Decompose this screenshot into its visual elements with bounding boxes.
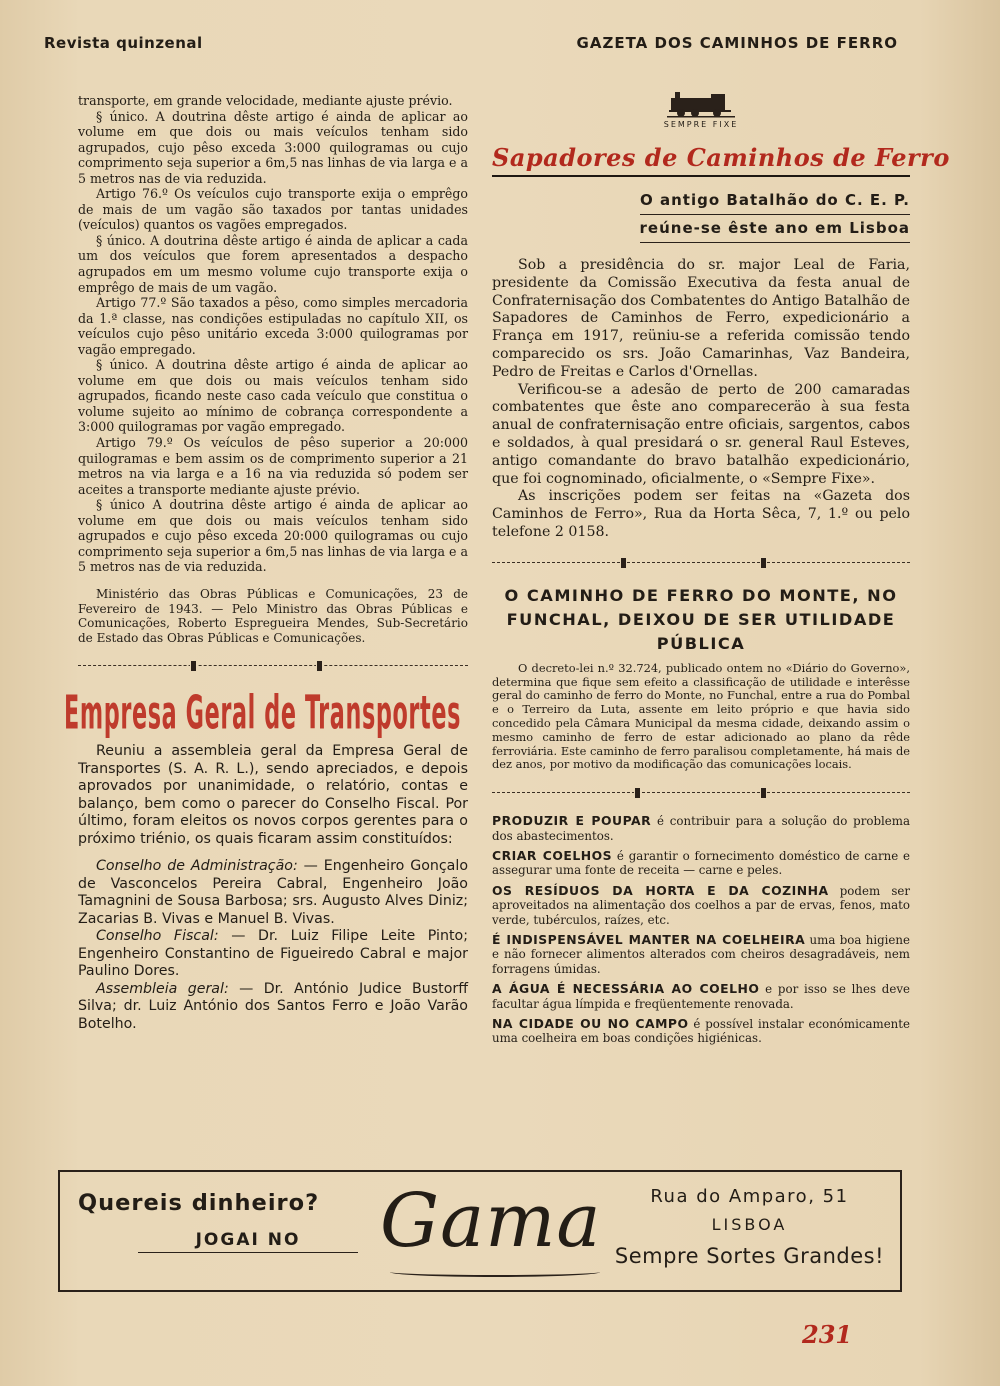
egt-admin [78,858,468,928]
article-paragraph: § único. A doutrina dêste artigo é ainda de aplicar a cada um dos veículos que forem apresentados a despacho agrupados em um mesmo volume cujo transporte exija o emprêgo de mais de um vagão. [78,232,468,295]
divider-mark [634,787,641,799]
gama-advertisement [58,1170,902,1292]
sapadores-paragraph: Verificou-se a adesão de perto de 200 camaradas combatentes que êste ano compareceräo à sua festa anual de confraternisação entre oficiais, sargentos, cabos e soldados, à qual presidará o sr. general Raul Esteves, antigo comandante do bravo batalhão expedicionário, que foi cognominado, oficialmente, o «Sempre Fixe». [492,381,910,487]
ministry-note: Ministério das Obras Públicas e Comunicações, 23 de Fevereiro de 1943. — Pelo Ministro das Obras Públicas e Comunicações, Roberto Espregueira Mendes, Sub-Secretário de Estado das Obras Públicas e Comunicações. [78,586,468,645]
divider-mark [760,787,767,799]
article-paragraph: § único A doutrina dêste artigo é ainda de aplicar ao volume em que dois ou mais veículos tenham sido agrupados e cujo pêso exceda 20:000 quilogramas ou cujo comprimento seja superior a 6m,5 nas linhas de via larga e a 5 metros nas de via reduzida. [78,497,469,575]
right-column [492,90,950,1052]
section-divider [78,659,468,673]
advert-right [615,1186,884,1268]
left-column [64,93,469,1033]
page-number: 231 [802,1320,853,1349]
egt-assembly-text: — Dr. António Judice Bustorff Silva; dr. Luiz António dos Santos Ferro e João Varão Botelho. [78,980,469,1032]
tip-heading: PRODUZIR E POUPAR [492,813,652,829]
tip-heading: NA CIDADE OU NO CAMPO [492,1016,689,1031]
section-divider [492,556,910,570]
egt-admin-label: Conselho de Administração: [96,858,298,875]
egt-title: Empresa Geral de Transportes [64,687,461,741]
article-paragraph: Artigo 77.º São taxados a pêso, como simples mercadoria da 1.ª classe, nas condições estipuladas no capítulo XII, os veículos cujo pêso unitário exceda 3:000 quilogramas por vagão empregado. [78,295,468,357]
tip-text: e por isso se lhes deve facultar água límpida e freqüentemente renovada. [492,982,910,1011]
brand-underline [390,1267,600,1277]
sapadores-subtitle-line2: reúne-se êste ano em Lisboa [640,215,910,243]
egt-fiscal-label: Conselho Fiscal: [96,928,219,945]
emblem-caption: SEMPRE FIXE [663,120,739,129]
monte-article [492,584,910,772]
locomotive-icon [667,90,735,118]
divider-mark [316,660,323,672]
divider-mark [620,557,627,569]
divider-mark [190,660,197,672]
advert-brand: Gama [380,1178,602,1264]
tip-heading: OS RESÍDUOS DA HORTA E DA COZINHA [492,882,829,898]
monte-paragraph: O decreto-lei n.º 32.724, publicado ontem no «Diário do Governo», determina que fique sem efeito a classificação de utilidade e interêsse geral do caminho de ferro do Monte, no Funchal, entre a rua do Pombal e o Terreiro da Luta, assente em leito próprio e que havia sido concedido pela Câmara Municipal da mesma cidade, deixando assim o mesmo caminho de ferro de estar adicionado ao plano da rêde ferroviária. Este caminho de ferro paralisou completamente, há mais de dez anos, por motivo da modificação das comunicações locais. [492,660,910,772]
tip-text: é contribuir para a solução do problema dos abastecimentos. [492,814,910,843]
advert-address: Rua do Amparo, 51 [650,1186,849,1207]
sapadores-paragraph: As inscrições podem ser feitas na «Gazeta dos Caminhos de Ferro», Rua da Horta Sêca, 7, 1.º ou pelo telefone 2 0158. [492,488,910,540]
tip-heading: A ÁGUA É NECESSÁRIA AO COELHO [492,981,760,997]
header-left: Revista quinzenal [44,34,203,52]
advert-play: JOGAI NO [138,1230,358,1253]
regulation-article [78,93,468,645]
monte-title: O CAMINHO DE FERRO DO MONTE, NO FUNCHAL, DEIXOU DE SER UTILIDADE PÚBLICA [504,585,898,653]
egt-admin-text: — Engenheiro Gonçalo de Vasconcelos Pereira Cabral, Engenheiro João Tamagnini de Sousa Barbosa; srs. Augusto Alves Diniz; Zacarias B. Vivas e Manuel B. Vivas. [78,858,468,927]
divider-mark [760,557,767,569]
tip-text: é garantir o fornecimento doméstico de carne e assegurar uma fonte de receita — carne e peles. [492,848,910,878]
egt-fiscal-text: — Dr. Luiz Filipe Leite Pinto; Engenheiro Constantino de Figueiredo Cabral e major Paulino Dores. [78,928,468,980]
tip-heading: CRIAR COELHOS [492,847,613,863]
article-paragraph: transporte, em grande velocidade, mediante ajuste prévio. [78,93,453,108]
article-paragraph: § único. A doutrina dêste artigo é ainda de aplicar ao volume em que dois ou mais veículos tenham sido agrupados, ficando neste caso cada veículo que constitua o volume sujeito ao mínimo de cobrança correspondente a 3:000 quilogramas por vagão empregado. [78,357,468,435]
advert-slogan: Sempre Sortes Grandes! [614,1244,884,1268]
section-divider [492,786,910,800]
tip-text: é possível instalar económicamente uma coelheira em boas condições higiénicas. [492,1017,911,1046]
advert-question: Quereis dinheiro? [78,1190,320,1216]
rabbit-tips [492,814,910,1046]
tip-item [492,884,910,927]
article-paragraph: § único. A doutrina dêste artigo é ainda de aplicar ao volume em que dois ou mais veículos tenham sido agrupados, cujo pêso exceda 3:000 quilogramas ou cujo comprimento seja superior a 6m,5 nas linhas de via larga e a 5 metros nas de via reduzida. [78,108,469,186]
tip-heading: É INDISPENSÁVEL MANTER NA COELHEIRA [492,931,806,947]
egt-intro: Reuniu a assembleia geral da Empresa Geral de Transportes (S. A. R. L.), sendo apreciados, e depois aprovados por unanimidade, o relatório, contas e balanço, bem como o parecer do Conselho Fiscal. Por último, foram eleitos os novos corpos gerentes para o próximo triénio, os quais ficaram assim constituídos: [78,743,468,847]
egt-assembly-label: Assembleia geral: [96,980,229,997]
egt-assembly [78,981,468,1034]
sapadores-paragraph: Sob a presidência do sr. major Leal de Faria, presidente da Comissão Executiva da festa anual de Confraternisação dos Combatentes do Antigo Batalhão de Sapadores de Caminhos de Ferro, expedicionário a França em 1917, reüniu-se a referida comissão tendo comparecido os srs. João Camarinhas, Vaz Bandeira, Pedro de Freitas e Carlos d'Ornellas. [492,257,910,380]
tip-item [492,1017,910,1046]
header-right: GAZETA DOS CAMINHOS DE FERRO [576,34,898,52]
tip-item [492,982,910,1011]
tip-item [492,814,910,843]
tip-item [492,849,910,878]
article-paragraph: Artigo 76.º Os veículos cujo transporte exija o emprêgo de mais de um vagão são taxados por tantas unidades (veículos) quantos os vagões empregados. [78,186,468,233]
egt-article [64,687,469,1033]
article-paragraph: Artigo 79.º Os veículos de pêso superior a 20:000 quilogramas e bem assim os de comprimento superior a 21 metros na via larga e a 16 na via reduzida só podem ser aceites a transporte mediante ajuste prévio. [78,435,468,497]
advert-city: LISBOA [711,1215,788,1234]
sapadores-subtitle-line1: O antigo Batalhão do C. E. P. [640,187,910,215]
tip-text: podem ser aproveitados na alimentação dos coelhos a par de ervas, fenos, mato verde, tubérculos, raízes, etc. [492,883,910,927]
sapadores-subtitle [492,187,910,243]
tip-text: uma boa higiene e não fornecer alimentos alterados com cheiros desagradáveis, nem forragens úmidas. [492,932,910,976]
tip-item [492,933,910,976]
sapadores-title: Sapadores de Caminhos de Ferro [492,143,910,177]
egt-fiscal [78,928,468,981]
advert-left [78,1190,358,1253]
sapadores-article [492,257,910,542]
